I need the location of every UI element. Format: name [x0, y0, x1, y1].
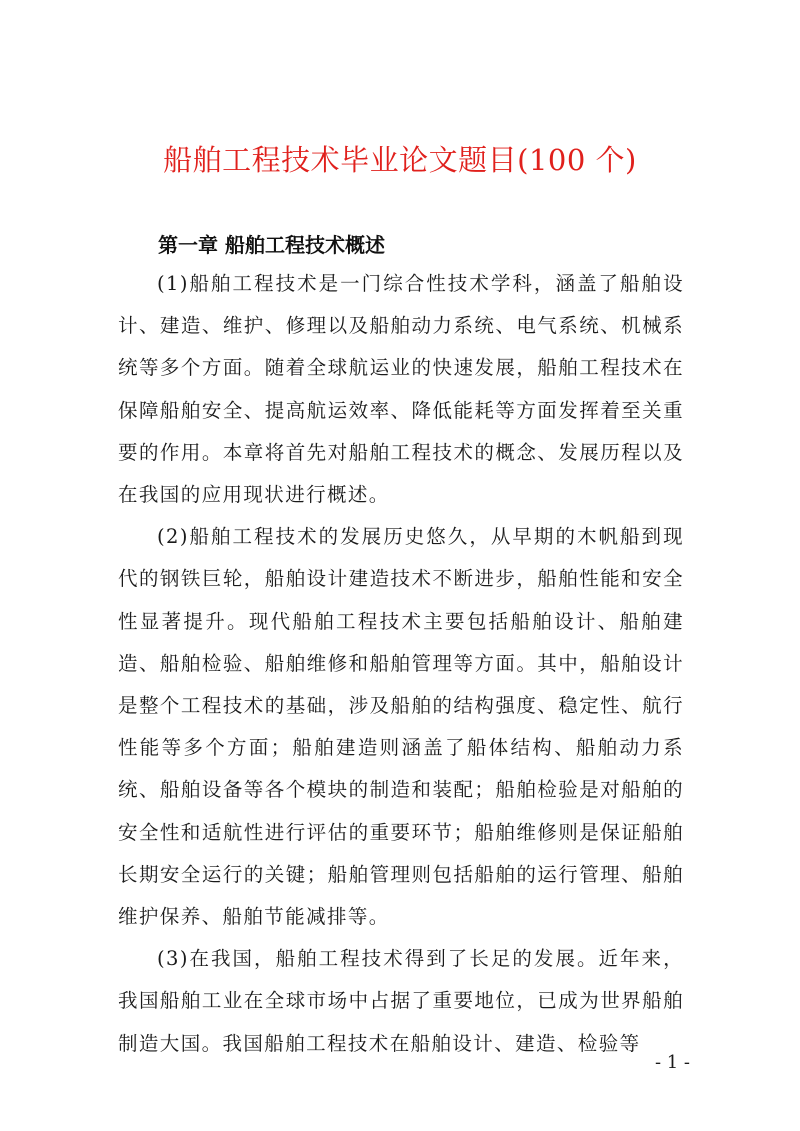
chapter-heading: 第一章 船舶工程技术概述: [158, 233, 385, 257]
document-title: 船舶工程技术毕业论文题目(100 个): [163, 143, 637, 177]
paragraph-1: (1)船舶工程技术是一门综合性技术学科，涵盖了船舶设计、建造、维护、修理以及船舶动力系统、电气系统、机械系统等多个方面。随着全球航运业的快速发展，船舶工程技术在保障船舶安全、提高航运效率、降低能耗等方面发挥着至关重要的作用。本章将首先对船舶工程技术的概念、发展历程以及在我国的应用现状进行概述。: [118, 272, 684, 507]
page-number: - 1 -: [654, 1052, 690, 1073]
paragraph-2: (2)船舶工程技术的发展历史悠久，从早期的木帆船到现代的钢铁巨轮，船舶设计建造技术不断进步，船舶性能和安全性显著提升。现代船舶工程技术主要包括船舶设计、船舶建造、船舶检验、船舶维修和船舶管理等方面。其中，船舶设计是整个工程技术的基础，涉及船舶的结构强度、稳定性、航行性能等多个方面；船舶建造则涵盖了船体结构、船舶动力系统、船舶设备等各个模块的制造和装配；船舶检验是对船舶的安全性和适航性进行评估的重要环节；船舶维修则是保证船舶长期安全运行的关键；船舶管理则包括船舶的运行管理、船舶维护保养、船舶节能减排等。: [118, 525, 684, 929]
paragraph-3: (3)在我国，船舶工程技术得到了长足的发展。近年来，我国船舶工业在全球市场中占据了重要地位，已成为世界船舶制造大国。我国船舶工程技术在船舶设计、建造、检验等: [118, 947, 684, 1055]
body-text: [118, 263, 684, 1065]
